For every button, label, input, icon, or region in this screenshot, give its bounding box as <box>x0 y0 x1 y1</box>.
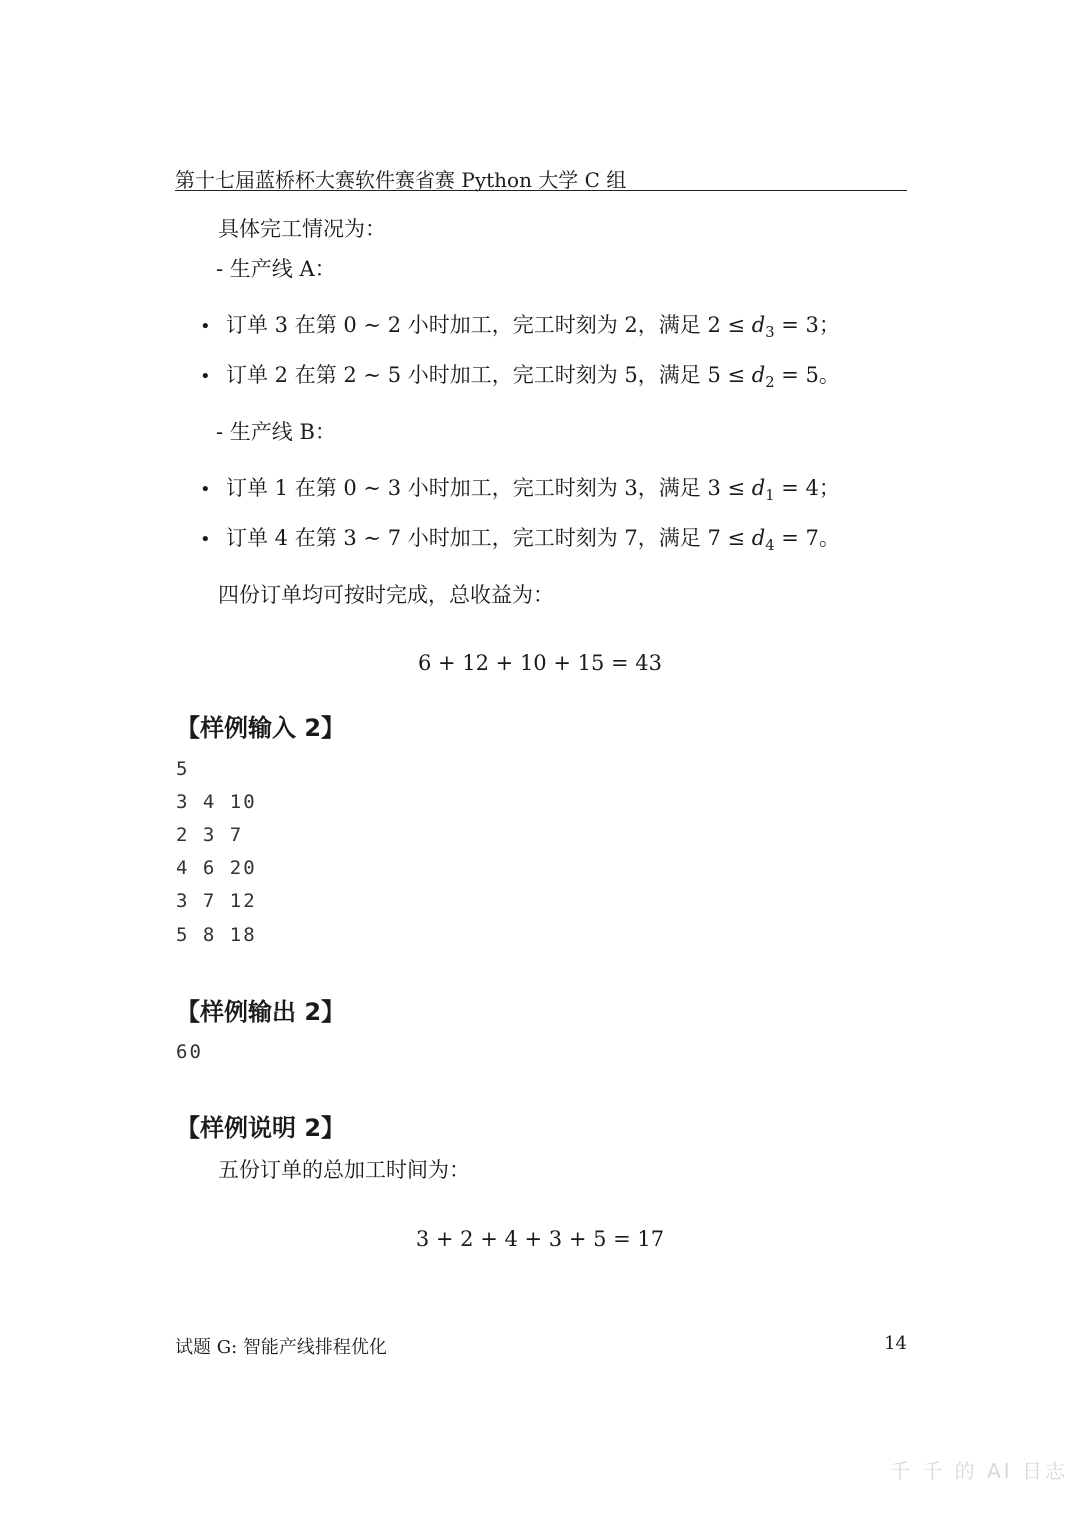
bullet-icon: • <box>200 479 211 500</box>
code-line: 5 <box>176 758 190 780</box>
list-item: • 订单 2 在第 2 ∼ 5 小时加工，完工时刻为 5，满足 $5 \le d_2 = 5$。 <box>200 363 840 392</box>
formula-total-time: 3 + 2 + 4 + 3 + 5 = 17 <box>415 1227 665 1251</box>
sample-explain-heading: 【样例说明 2】 <box>176 1114 346 1142</box>
summary-text: 四份订单均可按时完成，总收益为： <box>218 583 554 607</box>
code-line: 2 3 7 <box>176 824 244 846</box>
code-line: 5 8 18 <box>176 924 257 946</box>
line-b-label: - 生产线 B： <box>216 420 336 444</box>
list-item: • 订单 4 在第 3 ∼ 7 小时加工，完工时刻为 7，满足 $7 \le d_4 = 7$。 <box>200 526 840 555</box>
intro-text: 具体完工情况为： <box>218 217 386 241</box>
sample-input-heading: 【样例输入 2】 <box>176 714 346 742</box>
bullet-icon: • <box>200 316 211 337</box>
page-number: 14 <box>884 1333 907 1354</box>
bullet-icon: • <box>200 529 211 550</box>
header-divider <box>175 190 907 191</box>
line-a-label: - 生产线 A： <box>216 257 336 281</box>
sample-output-heading: 【样例输出 2】 <box>176 998 346 1026</box>
code-line: 3 7 12 <box>176 890 257 912</box>
code-line: 4 6 20 <box>176 857 257 879</box>
formula-total-revenue: 6 + 12 + 10 + 15 = 43 <box>417 651 663 675</box>
page-header-title: 第十七届蓝桥杯大赛软件赛省赛 Python 大学 C 组 <box>175 168 627 192</box>
footer-problem-title: 试题 G: 智能产线排程优化 <box>175 1337 387 1358</box>
list-item: • 订单 3 在第 0 ∼ 2 小时加工，完工时刻为 2，满足 $2 \le d_3 = 3$； <box>200 313 840 342</box>
watermark: 千 千 的 AI 日志 <box>890 1459 1069 1483</box>
code-line: 3 4 10 <box>176 791 257 813</box>
explain-text: 五份订单的总加工时间为： <box>218 1158 470 1182</box>
bullet-icon: • <box>200 366 211 387</box>
code-line: 60 <box>176 1041 203 1063</box>
list-item: • 订单 1 在第 0 ∼ 3 小时加工，完工时刻为 3，满足 $3 \le d_1 = 4$； <box>200 476 840 505</box>
